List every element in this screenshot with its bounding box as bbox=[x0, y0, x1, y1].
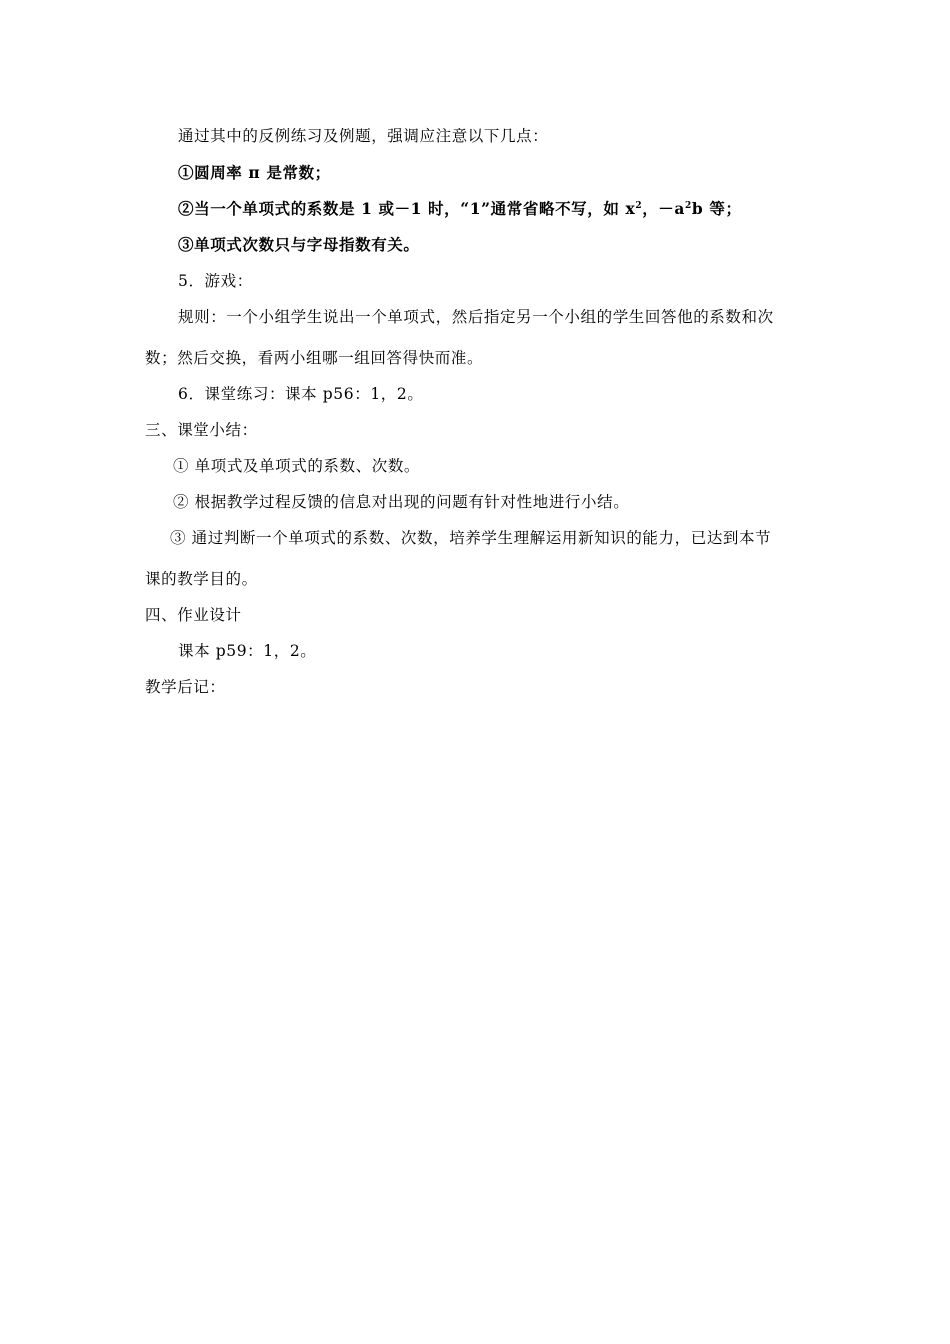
intro-paragraph: 通过其中的反例练习及例题，强调应注意以下几点： bbox=[178, 127, 549, 145]
summary-item-1: ① 单项式及单项式的系数、次数。 bbox=[173, 457, 421, 475]
summary-item-3-line-2: 课的教学目的。 bbox=[145, 570, 258, 588]
point-2-text-c: b 等； bbox=[691, 199, 742, 218]
game-rules-line-1: 规则：一个小组学生说出一个单项式，然后指定另一个小组的学生回答他的系数和次 bbox=[178, 308, 774, 326]
section-game-heading: 5．游戏： bbox=[178, 272, 253, 290]
section-homework-heading: 四、作业设计 bbox=[145, 606, 242, 624]
point-2-superscript-1: 2 bbox=[635, 201, 643, 211]
point-2-superscript-2: 2 bbox=[685, 201, 692, 211]
point-1: ①圆周率 π 是常数； bbox=[178, 163, 331, 182]
summary-item-2: ② 根据教学过程反馈的信息对出现的问题有针对性地进行小结。 bbox=[173, 493, 630, 511]
section-summary-heading: 三、课堂小结： bbox=[145, 421, 258, 439]
teaching-notes-heading: 教学后记： bbox=[145, 678, 226, 696]
game-rules-line-2: 数；然后交换，看两小组哪一组回答得快而准。 bbox=[145, 349, 484, 367]
summary-item-3-line-1: ③ 通过判断一个单项式的系数、次数，培养学生理解运用新知识的能力，已达到本节 bbox=[170, 529, 772, 547]
point-2 bbox=[178, 198, 742, 220]
point-3: ③单项式次数只与字母指数有关。 bbox=[178, 235, 420, 254]
homework-assignment: 课本 p59：1，2。 bbox=[178, 642, 317, 660]
class-exercise: 6．课堂练习：课本 p56：1，2。 bbox=[178, 385, 424, 403]
point-2-text-a: ②当一个单项式的系数是 1 或－1 时，“1”通常省略不写，如 x bbox=[178, 199, 636, 218]
point-2-text-b: ，－a bbox=[642, 199, 686, 218]
